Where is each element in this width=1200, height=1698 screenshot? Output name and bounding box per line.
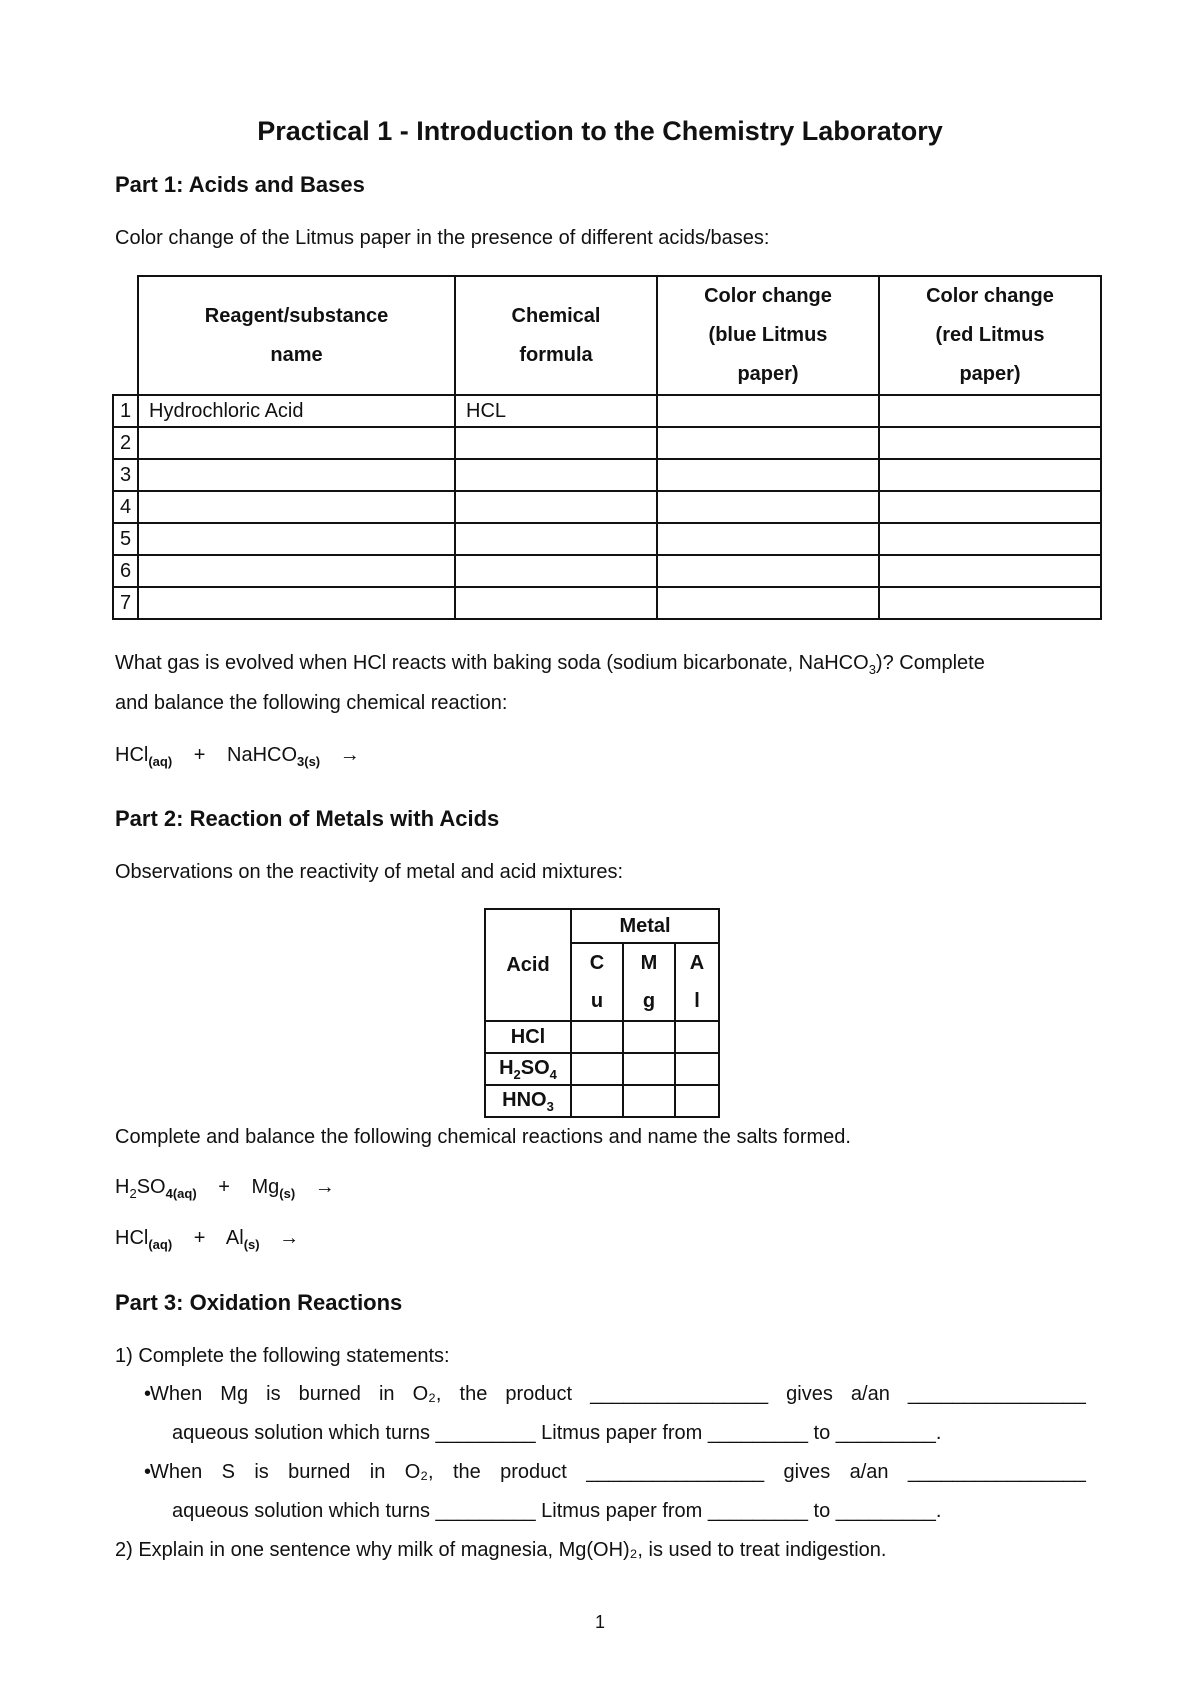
table-row <box>113 587 1101 619</box>
metal-cu-header: C u <box>571 943 623 1021</box>
observation-cell[interactable] <box>571 1053 623 1085</box>
reaction-hcl-al: $HCl_{(aq)} + Al_{(s)}$ → <box>115 1227 300 1252</box>
arrow-icon: → <box>339 744 360 766</box>
header-reagent: Reagent/substance name <box>138 276 455 395</box>
blue-litmus-cell[interactable] <box>657 427 879 459</box>
part3-heading: Part 3: Oxidation Reactions <box>115 1290 403 1315</box>
row-number: 5 <box>113 523 138 555</box>
observation-cell[interactable] <box>675 1021 719 1053</box>
table-row <box>113 427 1101 459</box>
observation-cell[interactable] <box>571 1021 623 1053</box>
red-litmus-cell[interactable] <box>879 523 1101 555</box>
litmus-table-header-row <box>113 276 1101 395</box>
table-row <box>113 459 1101 491</box>
formula-cell[interactable] <box>455 491 657 523</box>
blank-field[interactable]: ________________ <box>586 1461 765 1483</box>
bullet-s-statement: • When S is burned in O₂, the product ________________ gives a/an ________________ <box>150 1461 1086 1484</box>
acid-hcl: HCl <box>485 1021 571 1053</box>
part2-heading: Part 2: Reaction of Metals with Acids <box>115 806 500 831</box>
blank-field[interactable]: ________________ <box>590 1383 769 1405</box>
blue-litmus-cell[interactable] <box>657 587 879 619</box>
table-row <box>113 523 1101 555</box>
part1-question-line1: What gas is evolved when HCl reacts with baking soda (sodium bicarbonate, NaHCO$_3$)? Complete <box>115 652 985 677</box>
bullet-mg-statement: • When Mg is burned in O₂, the product ________________ gives a/an ________________ <box>150 1383 1086 1406</box>
blue-litmus-cell[interactable] <box>657 523 879 555</box>
reagent-name-cell[interactable] <box>138 459 455 491</box>
blank-field[interactable]: ________________ <box>907 1383 1086 1405</box>
row-number: 2 <box>113 427 138 459</box>
blue-litmus-cell[interactable] <box>657 459 879 491</box>
bullet-mg-statement-line2[interactable]: aqueous solution which turns _________ Litmus paper from _________ to _________. <box>172 1422 942 1444</box>
acid-hno3: $HNO_3$ <box>485 1085 571 1117</box>
table-row <box>113 395 1101 427</box>
observation-cell[interactable] <box>623 1053 675 1085</box>
red-litmus-cell[interactable] <box>879 587 1101 619</box>
reaction-hcl-nahco3: HCl$_{(aq)}$ + NaHCO$_{3(s)}$ → <box>115 744 360 769</box>
row-number: 4 <box>113 491 138 523</box>
acid-h2so4: $H_2SO_4$ <box>485 1053 571 1085</box>
table-row <box>485 1085 719 1117</box>
table-row <box>485 1053 719 1085</box>
reagent-name-cell[interactable] <box>138 427 455 459</box>
bullet-s-statement-line2[interactable]: aqueous solution which turns _________ Litmus paper from _________ to _________. <box>172 1500 942 1522</box>
observation-cell[interactable] <box>571 1085 623 1117</box>
formula-cell[interactable] <box>455 459 657 491</box>
reagent-name-cell[interactable]: Hydrochloric Acid <box>138 395 455 427</box>
header-formula: Chemical formula <box>455 276 657 395</box>
header-blank-cell <box>113 276 138 395</box>
table-row <box>113 555 1101 587</box>
part2-instruction: Complete and balance the following chemical reactions and name the salts formed. <box>115 1126 851 1148</box>
red-litmus-cell[interactable] <box>879 459 1101 491</box>
red-litmus-cell[interactable] <box>879 491 1101 523</box>
metal-acid-table <box>484 908 720 1118</box>
page-number: 1 <box>594 1612 605 1632</box>
observation-cell[interactable] <box>675 1085 719 1117</box>
row-number: 7 <box>113 587 138 619</box>
acid-header: Acid <box>485 909 571 1021</box>
part3-question2: 2) Explain in one sentence why milk of magnesia, Mg(OH)₂, is used to treat indigestion. <box>115 1539 887 1561</box>
observation-cell[interactable] <box>623 1021 675 1053</box>
part1-question-line2: and balance the following chemical reaction: <box>115 692 508 714</box>
header-red-litmus: Color change (red Litmus paper) <box>879 276 1101 395</box>
reaction-h2so4-mg: $H_2SO_{4(aq)} + Mg_{(s)}$ → <box>115 1176 335 1201</box>
red-litmus-cell[interactable] <box>879 395 1101 427</box>
row-number: 6 <box>113 555 138 587</box>
reagent-name-cell[interactable] <box>138 555 455 587</box>
part3-question1: 1) Complete the following statements: <box>115 1345 450 1367</box>
blue-litmus-cell[interactable] <box>657 491 879 523</box>
blue-litmus-cell[interactable] <box>657 395 879 427</box>
document-title: Practical 1 - Introduction to the Chemistry Laboratory <box>257 116 943 146</box>
reagent-name-cell[interactable] <box>138 523 455 555</box>
row-number: 3 <box>113 459 138 491</box>
formula-cell[interactable] <box>455 523 657 555</box>
red-litmus-cell[interactable] <box>879 427 1101 459</box>
arrow-icon: → <box>314 1176 335 1198</box>
metal-al-header: A l <box>675 943 719 1021</box>
arrow-icon: → <box>279 1227 300 1249</box>
red-litmus-cell[interactable] <box>879 555 1101 587</box>
blue-litmus-cell[interactable] <box>657 555 879 587</box>
blank-field[interactable]: ________________ <box>907 1461 1086 1483</box>
formula-cell[interactable] <box>455 587 657 619</box>
part1-intro: Color change of the Litmus paper in the presence of different acids/bases: <box>115 227 770 249</box>
part2-intro: Observations on the reactivity of metal and acid mixtures: <box>115 861 624 883</box>
observation-cell[interactable] <box>675 1053 719 1085</box>
header-blue-litmus: Color change (blue Litmus paper) <box>657 276 879 395</box>
formula-cell[interactable] <box>455 427 657 459</box>
table-row <box>485 1021 719 1053</box>
part1-heading: Part 1: Acids and Bases <box>115 172 365 197</box>
litmus-table <box>112 275 1102 620</box>
metal-mg-header: M g <box>623 943 675 1021</box>
row-number: 1 <box>113 395 138 427</box>
table-row <box>113 491 1101 523</box>
observation-cell[interactable] <box>623 1085 675 1117</box>
metal-header: Metal <box>571 909 719 943</box>
reagent-name-cell[interactable] <box>138 587 455 619</box>
formula-cell[interactable] <box>455 555 657 587</box>
reagent-name-cell[interactable] <box>138 491 455 523</box>
formula-cell[interactable]: HCL <box>455 395 657 427</box>
